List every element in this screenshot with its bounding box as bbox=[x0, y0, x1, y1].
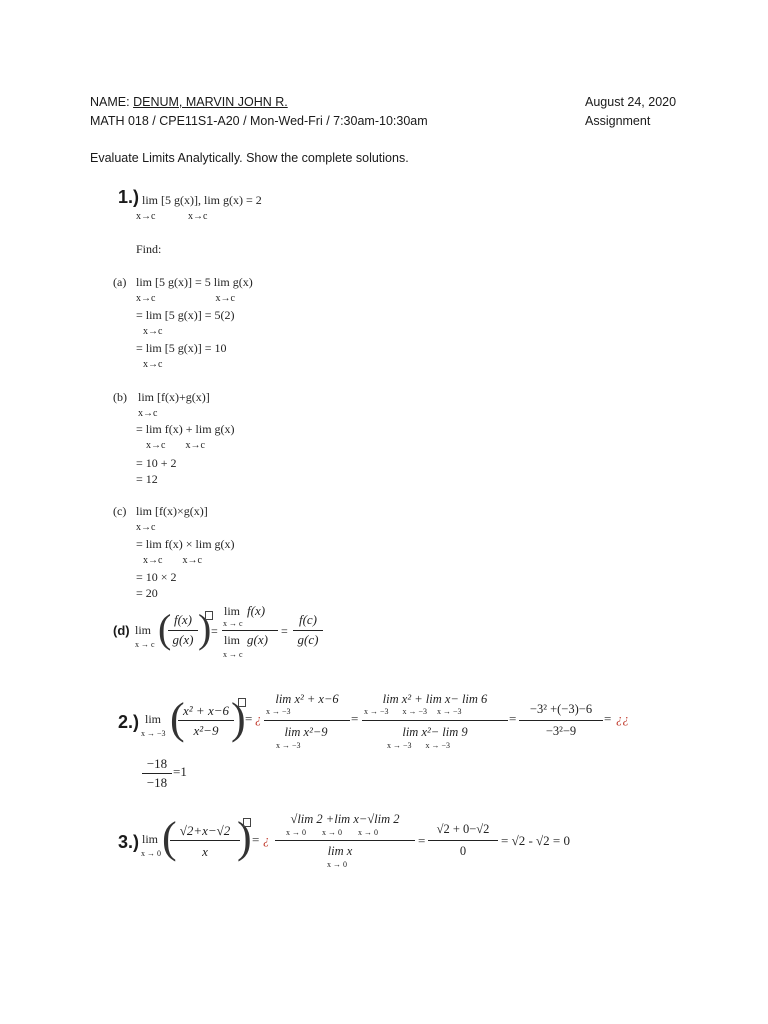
part-d-rden-lim: lim bbox=[224, 633, 241, 647]
problem-2-term1-num-sub: x → −3 bbox=[266, 707, 291, 716]
part-a-line-3: = lim [5 g(x)] = 10 bbox=[136, 341, 227, 355]
part-d-rnum-lim: lim bbox=[224, 604, 241, 618]
problem-1-given-sub: x→c x→c bbox=[136, 211, 208, 222]
problem-3-term2-denominator: 0 bbox=[459, 844, 467, 858]
problem-2-term3-bar bbox=[519, 720, 603, 721]
problem-2-denominator: x²−9 bbox=[193, 723, 219, 738]
problem-2-red-mark-2: ¿¿ bbox=[616, 711, 629, 726]
problem-2-left-paren: ( bbox=[170, 694, 185, 743]
problem-2-term2-numerator: lim x² + lim x− lim 6 bbox=[382, 692, 488, 706]
part-a-label: (a) bbox=[113, 275, 127, 289]
part-a-line-2: = lim [5 g(x)] = 5(2) bbox=[136, 308, 235, 322]
course-info: MATH 018 / CPE11S1-A20 / Mon-Wed-Fri / 7:30am-10:30am bbox=[90, 114, 428, 128]
problem-2-term3-numerator: −3² +(−3)−6 bbox=[529, 702, 593, 716]
part-d-denominator: g(x) bbox=[172, 632, 194, 647]
part-b-line-1: lim [f(x)+g(x)] bbox=[138, 390, 210, 404]
part-c-line-1: lim [f(x)×g(x)] bbox=[136, 504, 208, 518]
part-b-line-4: = 12 bbox=[136, 472, 158, 486]
part-d-label: (d) bbox=[113, 623, 130, 638]
problem-3-term2-bar bbox=[428, 840, 498, 841]
part-c-line-4: = 20 bbox=[136, 586, 158, 600]
problem-1-given: lim [5 g(x)], lim g(x) = 2 bbox=[142, 193, 262, 207]
problem-2-lim-sub: x → −3 bbox=[141, 729, 166, 738]
problem-3-term1-denominator: lim x bbox=[327, 844, 353, 858]
part-a-sub-2: x→c bbox=[143, 326, 163, 337]
problem-2-term3-denominator: −3²−9 bbox=[545, 724, 577, 738]
problem-2-equals-2: = bbox=[351, 711, 359, 726]
problem-1-number: 1.) bbox=[118, 187, 140, 207]
problem-2-term2-denominator: lim x²− lim 9 bbox=[402, 725, 468, 739]
problem-2-term1-den-sub: x → −3 bbox=[276, 741, 301, 750]
part-d-right-paren: ) bbox=[198, 606, 212, 651]
part-c-sub-2: x→c x→c bbox=[143, 555, 202, 566]
part-b-sub-2: x→c x→c bbox=[146, 440, 205, 451]
problem-2-term1-denominator: lim x²−9 bbox=[284, 725, 328, 739]
problem-1-find: Find: bbox=[136, 242, 162, 256]
part-d-final-denominator: g(c) bbox=[297, 632, 319, 647]
part-d-rden: g(x) bbox=[247, 632, 268, 647]
date: August 24, 2020 bbox=[585, 95, 677, 109]
part-d-right-fraction-bar bbox=[222, 630, 278, 631]
problem-2-result-numerator: −18 bbox=[146, 756, 168, 771]
problem-3-equals-1: = bbox=[252, 832, 260, 847]
part-c-line-2: = lim f(x) × lim g(x) bbox=[136, 537, 235, 551]
part-b-line-2: = lim f(x) + lim g(x) bbox=[136, 422, 235, 436]
problem-3-lim: lim bbox=[142, 832, 159, 846]
problem-3-term2-numerator: √2 + 0−√2 bbox=[436, 822, 490, 836]
problem-2-term1-numerator: lim x² + x−6 bbox=[275, 692, 339, 706]
problem-2-equals-1: = bbox=[245, 711, 253, 726]
problem-3-number: 3.) bbox=[118, 832, 140, 852]
part-b-label: (b) bbox=[113, 390, 127, 404]
problem-3-result: = √2 - √2 = 0 bbox=[501, 833, 571, 848]
part-a-sub-1: x→c x→c bbox=[136, 293, 235, 304]
problem-2-fraction-bar bbox=[178, 720, 234, 721]
problem-3-term1-num-sub: x → 0 x → 0 x → 0 bbox=[286, 828, 378, 837]
part-d-lim: lim bbox=[135, 623, 152, 637]
part-d-rnum: f(x) bbox=[247, 603, 266, 618]
part-d-equals-2: = bbox=[281, 624, 288, 638]
part-d-numerator: f(x) bbox=[173, 612, 193, 627]
problem-3-fraction-bar bbox=[170, 840, 240, 841]
problem-3-numerator: √2+x−√2 bbox=[179, 823, 231, 838]
part-a-line-1: lim [5 g(x)] = 5 lim g(x) bbox=[136, 275, 253, 289]
part-c-sub-1: x→c bbox=[136, 522, 156, 533]
part-a-sub-3: x→c bbox=[143, 359, 163, 370]
part-b-line-3: = 10 + 2 bbox=[136, 456, 177, 470]
problem-3-left-paren: ( bbox=[162, 813, 177, 862]
problem-2-term1-bar bbox=[264, 720, 350, 721]
problem-2-right-paren: ) bbox=[231, 694, 246, 743]
problem-3-equals-2: = bbox=[418, 833, 426, 848]
problem-2-number: 2.) bbox=[118, 712, 140, 732]
part-d-lim-sub: x → c bbox=[135, 640, 155, 649]
part-d-final-bar bbox=[293, 630, 323, 631]
problem-3-box-glyph bbox=[243, 818, 251, 836]
problem-2-term2-num-sub: x → −3 x → −3 x → −3 bbox=[364, 707, 462, 716]
problem-2-red-mark-1: ¿ bbox=[255, 711, 262, 726]
part-d-rnum-sub: x → c bbox=[223, 619, 243, 628]
part-d-rden-sub: x → c bbox=[223, 650, 243, 659]
problem-2-result-bar bbox=[142, 773, 172, 774]
problem-3-lim-sub: x → 0 bbox=[141, 849, 161, 858]
part-c-line-3: = 10 × 2 bbox=[136, 570, 177, 584]
problem-2-numerator: x² + x−6 bbox=[183, 703, 229, 718]
problem-2-lim: lim bbox=[145, 712, 162, 726]
problem-3-term1-numerator: √lim 2 +lim x−√lim 2 bbox=[290, 812, 400, 826]
instructions: Evaluate Limits Analytically. Show the complete solutions. bbox=[90, 151, 409, 165]
part-c-label: (c) bbox=[113, 504, 127, 518]
document-type: Assignment bbox=[585, 114, 651, 128]
problem-2-equals-4: = bbox=[604, 711, 612, 726]
part-d-fraction-bar bbox=[168, 630, 198, 631]
part-d-final-numerator: f(c) bbox=[298, 612, 318, 627]
part-b-sub-1: x→c bbox=[138, 408, 158, 419]
name-label: NAME: bbox=[90, 95, 130, 109]
problem-3-term1-bar bbox=[275, 840, 415, 841]
problem-3-denominator: x bbox=[202, 844, 208, 859]
problem-2-equals-3: = bbox=[509, 711, 517, 726]
problem-2-term2-den-sub: x → −3 x → −3 bbox=[387, 741, 451, 750]
problem-3-term1-den-sub: x → 0 bbox=[327, 860, 347, 869]
name-line bbox=[90, 95, 288, 109]
problem-3-right-paren: ) bbox=[237, 813, 252, 862]
problem-2-term2-bar bbox=[362, 720, 508, 721]
problem-2-result-denominator: −18 bbox=[146, 775, 168, 790]
part-d-left-paren: ( bbox=[158, 606, 172, 651]
part-d-equals-1: = bbox=[211, 624, 218, 638]
problem-3-red-mark: ¿ bbox=[263, 832, 270, 847]
student-name: DENUM, MARVIN JOHN R. bbox=[133, 95, 288, 109]
problem-2-result-equals: =1 bbox=[173, 764, 187, 779]
